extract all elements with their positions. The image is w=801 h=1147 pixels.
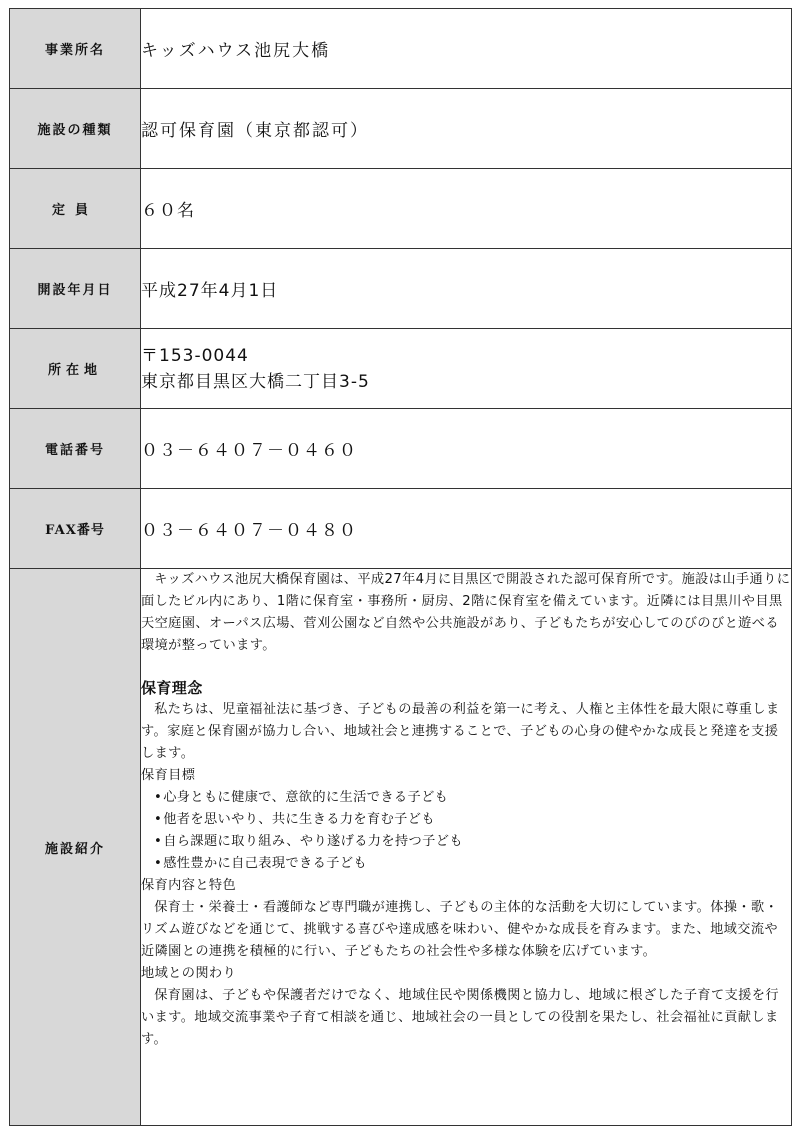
goal-item: • 心身ともに健康で、意欲的に生活できる子ども (154, 787, 791, 809)
goal-item: • 他者を思いやり、共に生きる力を育む子ども (154, 809, 791, 831)
row-address (10, 329, 792, 409)
goal-item: • 感性豊かに自己表現できる子ども (154, 853, 791, 875)
label-fax: FAX番号 (10, 489, 141, 569)
value-facility-name: キッズハウス池尻大橋 (141, 9, 792, 89)
value-introduction (141, 569, 792, 1126)
facility-info-sheet (9, 8, 792, 1126)
facility-info-table (9, 8, 792, 1126)
intro-overview: キッズハウス池尻大橋保育園は、平成27年4月に目黒区で開設された認可保育所です。施設は山手通りに面したビル内にあり、1階に保育室・事務所・厨房、2階に保育室を備えています。近隣には目黒川や目黒天空庭園、オーパス広場、菅刈公園など自然や公共施設があり、子どもたちが安心してのびのびと遊べる環境が整っています。 (141, 572, 791, 653)
value-opening-date: 平成27年4月1日 (141, 249, 792, 329)
row-opening-date (10, 249, 792, 329)
label-facility-name: 事業所名 (10, 9, 141, 89)
label-capacity: 定員 (10, 169, 141, 249)
row-fax (10, 489, 792, 569)
goals-list (141, 787, 791, 875)
label-address: 所在地 (10, 329, 141, 409)
label-introduction: 施設紹介 (10, 569, 141, 1126)
street-address: 東京都目黒区大橋二丁目3-5 (141, 371, 370, 392)
label-facility-type: 施設の種類 (10, 89, 141, 169)
value-phone: ０３－６４０７－０４６０ (141, 409, 792, 489)
label-opening-date: 開設年月日 (10, 249, 141, 329)
value-facility-type: 認可保育園（東京都認可） (141, 89, 792, 169)
content-text: 保育士・栄養士・看護師など専門職が連携し、子どもの主体的な活動を大切にしています。体操・歌・リズム遊びなどを通じて、挑戦する喜びや達成感を味わい、健やかな成長を育みます。また、地域交流や近隣園との連携を積極的に行い、子どもたちの社会性や多様な体験を広げています。 (141, 900, 779, 959)
postal-code: 〒153-0044 (141, 345, 249, 366)
goal-item: • 自ら課題に取り組み、やり遂げる力を持つ子ども (154, 831, 791, 853)
philosophy-text: 私たちは、児童福祉法に基づき、子どもの最善の利益を第一に考え、人権と主体性を最大限に尊重します。家庭と保育園が協力し合い、地域社会と連携することで、子どもの心身の健やかな成長と発達を支援します。 (141, 702, 780, 761)
row-phone (10, 409, 792, 489)
value-address (141, 329, 792, 409)
label-phone: 電話番号 (10, 409, 141, 489)
row-facility-name (10, 9, 792, 89)
community-text: 保育園は、子どもや保護者だけでなく、地域住民や関係機関と協力し、地域に根ざした子育て支援を行います。地域交流事業や子育て相談を通じ、地域社会の一員としての役割を果たし、社会福祉に貢献します。 (141, 988, 779, 1047)
content-heading: 保育内容と特色 (141, 878, 237, 893)
value-capacity: ６０名 (141, 169, 792, 249)
community-heading: 地域との関わり (141, 966, 237, 981)
value-fax: ０３－６４０７－０４８０ (141, 489, 792, 569)
row-capacity (10, 169, 792, 249)
philosophy-heading: 保育理念 (141, 679, 203, 697)
goals-heading: 保育目標 (141, 768, 196, 783)
row-facility-type (10, 89, 792, 169)
row-introduction (10, 569, 792, 1126)
